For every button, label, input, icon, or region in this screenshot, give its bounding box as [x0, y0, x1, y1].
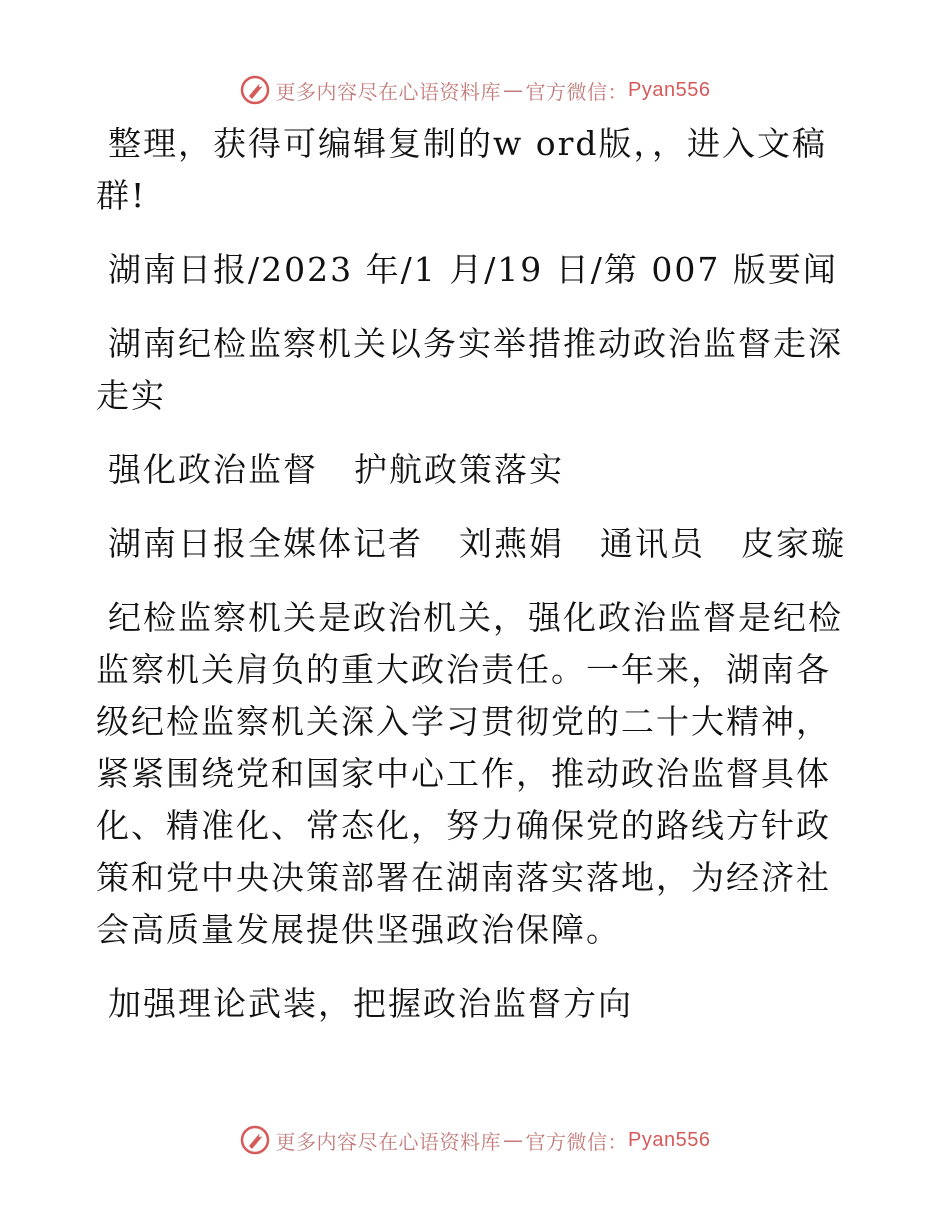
- body-paragraph: 纪检监察机关是政治机关，强化政治监督是纪检监察机关肩负的重大政治责任。一年来，湖南各级纪检监察机关深入学习贯彻党的二十大精神，紧紧围绕党和国家中心工作，推动政治监督具体化、精准化、常态化，努力确保党的路线方针政策和党中央决策部署在湖南落实落地，为经济社会高质量发展提供坚强政治保障。: [96, 598, 843, 949]
- pen-nib-circle-icon: [240, 1125, 270, 1155]
- header-banner: [0, 70, 950, 110]
- banner-text: 更多内容尽在心语资料库: [275, 1129, 502, 1154]
- byline-reporter-name: 刘燕娟: [459, 524, 564, 563]
- byline-correspondent-title: 通讯员: [600, 524, 705, 563]
- banner-separator: —: [503, 1128, 524, 1152]
- banner-text: 更多内容尽在心语资料库: [275, 79, 502, 104]
- source-line: 湖南日报/2023 年/1 月/19 日/第 007 版要闻: [108, 250, 838, 289]
- document-content: [96, 118, 856, 1052]
- footer-banner: [0, 1120, 950, 1160]
- byline: [96, 518, 856, 570]
- subtitle-part-1: 强化政治监督: [108, 450, 318, 489]
- banner-wechat-id: Pyan556: [628, 78, 711, 101]
- banner-separator: —: [503, 78, 524, 102]
- byline-reporter-title: 湖南日报全媒体记者: [108, 524, 423, 563]
- byline-correspondent-name: 皮家璇: [741, 524, 846, 563]
- pen-nib-circle-icon: [240, 75, 270, 105]
- banner-wechat-label: 官方微信：: [525, 1129, 629, 1154]
- banner-wechat-id: Pyan556: [628, 1128, 711, 1151]
- intro-paragraph: 整理，获得可编辑复制的w ord版，，进入文稿群!: [96, 124, 828, 215]
- subtitle: [96, 444, 856, 496]
- subtitle-part-2: 护航政策落实: [354, 450, 564, 489]
- headline: 湖南纪检监察机关以务实举措推动政治监督走深走实: [96, 324, 843, 415]
- banner-wechat-label: 官方微信：: [525, 79, 629, 104]
- section-heading: 加强理论武装，把握政治监督方向: [108, 984, 633, 1023]
